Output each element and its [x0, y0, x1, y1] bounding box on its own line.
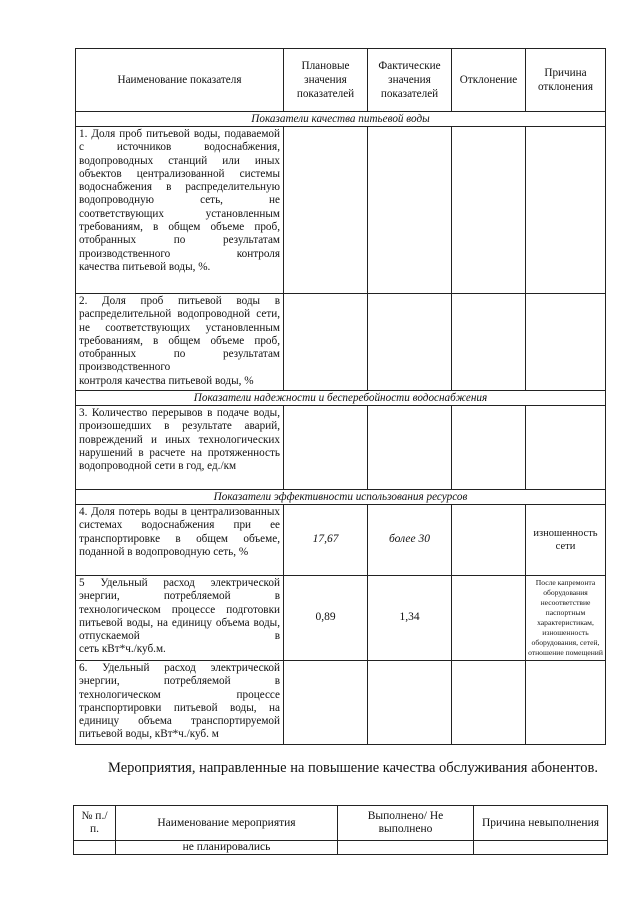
indicator-name-body: 3. Количество перерывов в подаче воды, произошедших в результате аварий, повреждений и иных технологических нарушений в расчете на протяженность	[79, 407, 280, 459]
table-row	[76, 576, 606, 661]
header-measure-name: Наименование мероприятия	[116, 806, 338, 841]
table-row	[76, 661, 606, 745]
section-row	[76, 112, 606, 127]
deviation-reason	[526, 406, 606, 490]
indicator-name-tail: контроля качества питьевой воды, %	[79, 374, 254, 387]
planned-value	[284, 661, 368, 745]
actual-value	[368, 294, 452, 391]
deviation-value	[452, 576, 526, 661]
indicator-name-tail: сеть кВт*ч./куб.м.	[79, 643, 166, 656]
indicator-name	[76, 576, 284, 661]
indicator-name	[76, 505, 284, 576]
deviation-value	[452, 294, 526, 391]
header-number: № п./п.	[74, 806, 116, 841]
header-actual: Фактические значения показателей	[368, 49, 452, 112]
planned-value: 0,89	[284, 576, 368, 661]
deviation-value	[452, 505, 526, 576]
planned-value	[284, 294, 368, 391]
section-reliability: Показатели надежности и бесперебойности водоснабжения	[76, 391, 606, 406]
measures-heading: Мероприятия, направленные на повышение качества обслуживания абонентов.	[108, 760, 598, 776]
actual-value: более 30	[368, 505, 452, 576]
indicator-name-body: 1. Доля проб питьевой воды, подаваемой с источников водоснабжения, водопроводных станций или иных объектов централизованной системы водоснабжения в распределительную водопроводную сеть, не соответствующих установленным требованиям, в общем объеме проб, отобранных по результатам производственного контроля	[79, 128, 280, 260]
planned-value	[284, 127, 368, 294]
table-row	[76, 505, 606, 576]
header-nonfulfillment-reason: Причина невыполнения	[474, 806, 608, 841]
section-efficiency: Показатели эффективности использования ресурсов	[76, 490, 606, 505]
indicator-name-body: 6. Удельный расход электрической энергии, потребляемой в технологическом процессе транспортировки питьевой воды, на единицу объема транспортируемой	[79, 662, 280, 728]
indicator-name-tail: питьевой воды, кВт*ч./куб. м	[79, 728, 219, 741]
header-reason: Причина отклонения	[526, 49, 606, 112]
indicator-name-tail: поданной в водопроводную сеть, %	[79, 545, 249, 558]
header-name: Наименование показателя	[76, 49, 284, 112]
deviation-reason: изношенность сети	[526, 505, 606, 576]
indicator-name-body: 4. Доля потерь воды в централизованных системах водоснабжения при ее транспортировке в общем объеме,	[79, 506, 280, 545]
table-row	[74, 841, 608, 855]
deviation-value	[452, 406, 526, 490]
indicator-name-body: 5 Удельный расход электрической энергии, потребляемой в технологическом процессе подготовки питьевой воды, на единицу объема воды, отпускаемой в	[79, 577, 280, 643]
indicator-name-tail: качества питьевой воды, %.	[79, 260, 211, 273]
actual-value	[368, 127, 452, 294]
measure-name: не планировались	[116, 841, 338, 855]
deviation-reason	[526, 661, 606, 745]
indicators-table	[75, 48, 606, 745]
deviation-reason: После капремонта оборудования несоответствие паспортным характеристикам, изношенность оборудования, сетей, отношение помещений	[526, 576, 606, 661]
actual-value	[368, 661, 452, 745]
section-row	[76, 391, 606, 406]
deviation-value	[452, 127, 526, 294]
table-row	[76, 127, 606, 294]
measures-table	[73, 805, 608, 855]
section-quality: Показатели качества питьевой воды	[76, 112, 606, 127]
measures-header-row	[74, 806, 608, 841]
indicator-name	[76, 406, 284, 490]
header-status: Выполнено/ Не выполнено	[338, 806, 474, 841]
indicator-name	[76, 127, 284, 294]
table-header-row	[76, 49, 606, 112]
section-row	[76, 490, 606, 505]
planned-value	[284, 406, 368, 490]
indicator-name	[76, 661, 284, 745]
measure-number	[74, 841, 116, 855]
planned-value: 17,67	[284, 505, 368, 576]
table-row	[76, 294, 606, 391]
deviation-reason	[526, 294, 606, 391]
deviation-value	[452, 661, 526, 745]
deviation-reason	[526, 127, 606, 294]
indicator-name-body: 2. Доля проб питьевой воды в распределительной водопроводной сети, не соответствующих установленным требованиям, в общем объеме проб, отобранных по результатам производственного	[79, 295, 280, 374]
actual-value	[368, 406, 452, 490]
actual-value: 1,34	[368, 576, 452, 661]
header-deviation: Отклонение	[452, 49, 526, 112]
table-row	[76, 406, 606, 490]
measure-reason	[474, 841, 608, 855]
measure-status	[338, 841, 474, 855]
indicator-name-tail: водопроводной сети в год, ед./км	[79, 460, 237, 473]
indicator-name	[76, 294, 284, 391]
header-planned: Плановые значения показателей	[284, 49, 368, 112]
